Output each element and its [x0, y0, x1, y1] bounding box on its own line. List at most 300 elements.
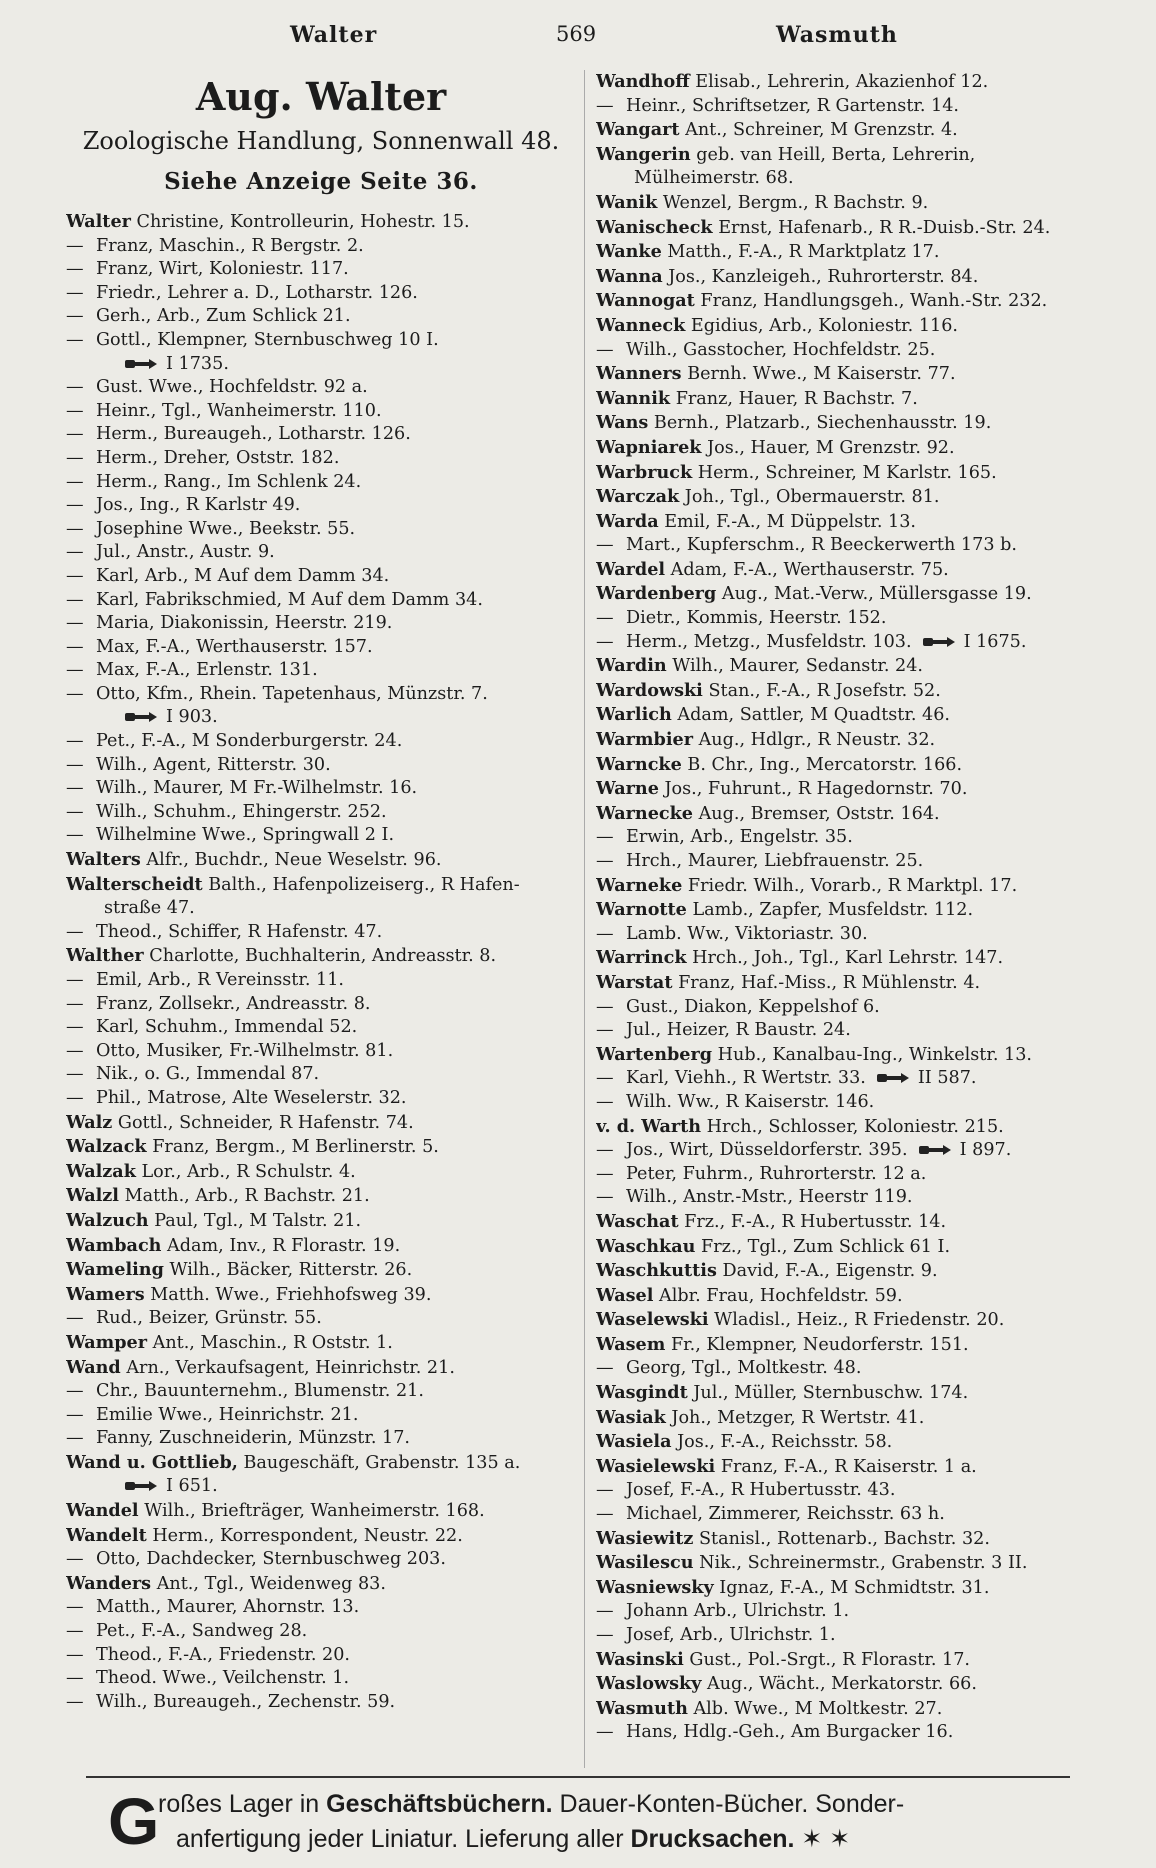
entry-details: Theod., F.-A., Friedenstr. 20.: [96, 1644, 350, 1665]
footer-initial: G: [108, 1784, 160, 1858]
header-left-name: Walter: [290, 22, 378, 48]
directory-entry: [66, 329, 576, 353]
entry-surname: Warbruck: [596, 461, 693, 483]
directory-entry: [66, 1258, 576, 1283]
directory-entry: [66, 1524, 576, 1549]
entry-surname: Wanna: [596, 265, 663, 287]
repeat-dash: —: [596, 1358, 614, 1379]
directory-entry: [596, 1648, 1116, 1673]
directory-entry: [596, 362, 1116, 387]
entry-details: Jos., Fuhrunt., R Hagedornstr. 70.: [664, 779, 968, 800]
entry-details: Jos., Kanzleigeh., Ruhrorterstr. 84.: [668, 266, 979, 287]
directory-entry: [596, 1357, 1116, 1381]
directory-entry: [596, 485, 1116, 510]
entry-details: Christine, Kontrolleurin, Hohestr. 15.: [136, 212, 470, 232]
entry-details: Rud., Beizer, Grünstr. 55.: [96, 1308, 322, 1329]
entry-details: Franz, F.-A., R Kaiserstr. 1 a.: [720, 1456, 977, 1477]
directory-entry: [596, 240, 1116, 265]
entry-details: Albr. Frau, Hochfeldstr. 59.: [659, 1285, 903, 1306]
entry-details: Chr., Bauunternehm., Blumenstr. 21.: [96, 1381, 424, 1402]
entry-details: Herm., Korrespondent, Neustr. 22.: [152, 1525, 463, 1546]
entry-details: Franz, Haf.-Miss., R Mühlenstr. 4.: [678, 972, 981, 993]
entry-surname: Waselewski: [596, 1309, 709, 1331]
left-entry-list: [66, 210, 576, 1714]
directory-entry: [66, 353, 576, 377]
entry-details: Alfr., Buchdr., Neue Weselstr. 96.: [146, 850, 442, 871]
phone-number: I 903.: [166, 707, 218, 728]
directory-entry: [66, 1307, 576, 1331]
entry-surname: Warnotte: [596, 899, 687, 921]
directory-entry: [596, 436, 1116, 461]
entry-surname: Wardowski: [596, 679, 703, 701]
directory-entry: [66, 777, 576, 801]
directory-entry: [66, 993, 576, 1017]
entry-details: Matth., Maurer, Ahornstr. 13.: [96, 1597, 360, 1618]
entry-details: Karl, Schuhm., Immendal 52.: [96, 1017, 358, 1038]
entry-details: Adam, Inv., R Florastr. 19.: [167, 1235, 401, 1256]
directory-entry: [66, 565, 576, 589]
entry-details: Paul, Tgl., M Talstr. 21.: [154, 1210, 362, 1231]
repeat-dash: —: [66, 1549, 84, 1570]
entry-details: Herm., Schreiner, M Karlstr. 165.: [697, 462, 997, 483]
footer-line-1-b: Geschäftsbüchern.: [326, 1790, 553, 1818]
directory-entry: [596, 1043, 1116, 1068]
entry-surname: Waschat: [596, 1210, 679, 1232]
directory-entry: [596, 1163, 1116, 1187]
repeat-dash: —: [596, 923, 614, 944]
entry-details: Wilh. Ww., R Kaiserstr. 146.: [626, 1091, 875, 1112]
repeat-dash: —: [66, 921, 84, 942]
directory-entry: [66, 801, 576, 825]
directory-entry: [596, 1551, 1116, 1576]
entry-details: Hans, Hdlg.-Geh., Am Burgacker 16.: [626, 1722, 954, 1743]
directory-entry: [596, 1067, 1116, 1091]
directory-entry: [66, 1667, 576, 1691]
entry-details: Pet., F.-A., M Sonderburgerstr. 24.: [96, 731, 403, 752]
entry-surname: Wanke: [596, 241, 662, 263]
entry-details: Franz, Hauer, R Bachstr. 7.: [675, 388, 918, 409]
entry-surname: Wandel: [66, 1500, 139, 1522]
entry-details: Fanny, Zuschneiderin, Münzstr. 17.: [96, 1428, 411, 1449]
entry-surname: Warrinck: [596, 947, 687, 969]
directory-entry: [66, 1548, 576, 1572]
entry-details: Karl, Arb., M Auf dem Damm 34.: [96, 565, 390, 586]
directory-entry: [66, 1135, 576, 1160]
directory-entry: [596, 387, 1116, 412]
entry-details: Maria, Diakonissin, Heerstr. 219.: [96, 613, 393, 634]
repeat-dash: —: [66, 778, 84, 799]
repeat-dash: —: [66, 424, 84, 445]
entry-details: Wladisl., Heiz., R Friedenstr. 20.: [714, 1310, 1005, 1331]
entry-details: Lamb., Zapfer, Musfeldstr. 112.: [692, 900, 974, 921]
entry-details: straße 47.: [104, 898, 195, 919]
directory-entry: [596, 898, 1116, 923]
directory-entry: [66, 1283, 576, 1308]
entry-details: Jul., Müller, Sternbuschw. 174.: [693, 1383, 969, 1404]
directory-entry: [66, 282, 576, 306]
directory-entry: [596, 1115, 1116, 1140]
entry-details: Gust., Pol.-Srgt., R Florastr. 17.: [689, 1649, 971, 1670]
entry-details: Lor., Arb., R Schulstr. 4.: [141, 1161, 356, 1182]
entry-details: Jul., Anstr., Austr. 9.: [96, 542, 275, 563]
ad-title: Aug. Walter: [195, 74, 447, 119]
entry-details: Wilh., Agent, Ritterstr. 30.: [96, 754, 331, 775]
entry-details: Ant., Schreiner, M Grenzstr. 4.: [685, 120, 958, 141]
entry-surname: Walz: [66, 1111, 113, 1133]
repeat-dash: —: [596, 1091, 614, 1112]
directory-entry: [66, 1620, 576, 1644]
entry-details: Herm., Metzg., Musfeldstr. 103.: [626, 631, 912, 652]
telephone-hand-icon: [124, 358, 158, 370]
entry-surname: Warncke: [596, 753, 682, 775]
repeat-dash: —: [596, 1068, 614, 1089]
entry-surname: Wandhoff: [596, 71, 690, 92]
directory-entry: [596, 1672, 1116, 1697]
directory-entry: [596, 534, 1116, 558]
directory-entry: [66, 969, 576, 993]
repeat-dash: —: [596, 535, 614, 556]
directory-entry: [66, 848, 576, 873]
directory-entry: [596, 143, 1116, 168]
footer-advert: [96, 1784, 1076, 1858]
repeat-dash: —: [66, 259, 84, 280]
directory-entry: [596, 70, 1116, 95]
entry-details: Franz, Handlungsgeh., Wanh.-Str. 232.: [700, 291, 1048, 312]
entry-surname: Warstat: [596, 971, 673, 993]
directory-entry: [66, 494, 576, 518]
directory-entry: [596, 1235, 1116, 1260]
repeat-dash: —: [66, 542, 84, 563]
directory-entry: [66, 258, 576, 282]
entry-details: Wenzel, Bergm., R Bachstr. 9.: [662, 192, 929, 213]
right-column: [596, 70, 1116, 1745]
entry-surname: Wamper: [66, 1331, 148, 1353]
entry-details: Jos., Ing., R Karlstr 49.: [96, 495, 301, 516]
repeat-dash: —: [66, 329, 84, 350]
repeat-dash: —: [596, 1480, 614, 1501]
repeat-dash: —: [66, 1428, 84, 1449]
entry-surname: Wasiela: [596, 1431, 672, 1453]
entry-surname: Wanneck: [596, 314, 686, 336]
directory-entry: [596, 1019, 1116, 1043]
entry-surname: Walzuch: [66, 1209, 149, 1231]
entry-surname: Wans: [596, 412, 649, 434]
repeat-dash: —: [66, 970, 84, 990]
directory-entry: [66, 1063, 576, 1087]
directory-entry: [596, 1210, 1116, 1235]
repeat-dash: —: [66, 613, 84, 634]
entry-details: Gottl., Klempner, Sternbuschweg 10 I.: [96, 329, 439, 350]
directory-entry: [596, 1186, 1116, 1210]
directory-entry: [596, 923, 1116, 947]
entry-details: Gottl., Schneider, R Hafenstr. 74.: [117, 1112, 414, 1133]
repeat-dash: —: [66, 589, 84, 610]
directory-entry: [596, 1479, 1116, 1503]
directory-entry: [66, 897, 576, 921]
header-right-name: Wasmuth: [776, 22, 898, 48]
entry-details: Karl, Fabrikschmied, M Auf dem Damm 34.: [96, 589, 483, 610]
entry-details: Friedr. Wilh., Vorarb., R Marktpl. 17.: [687, 875, 1018, 896]
entry-surname: Wasmuth: [596, 1697, 688, 1719]
entry-details: Wilh., Maurer, Sedanstr. 24.: [672, 656, 924, 677]
entry-details: Theod. Wwe., Veilchenstr. 1.: [96, 1668, 350, 1689]
directory-entry: [66, 1356, 576, 1381]
entry-surname: Wannik: [596, 387, 671, 409]
entry-surname: Warneke: [596, 874, 683, 896]
entry-surname: Wasiewitz: [596, 1527, 694, 1549]
entry-details: Josef, F.-A., R Hubertusstr. 43.: [626, 1480, 896, 1501]
directory-entry: [66, 612, 576, 636]
entry-details: Lamb. Ww., Viktoriastr. 30.: [626, 923, 868, 944]
directory-entry: [596, 850, 1116, 874]
entry-surname: Wanik: [596, 191, 658, 213]
directory-entry: [66, 873, 576, 898]
entry-details: B. Chr., Ing., Mercatorstr. 166.: [687, 754, 963, 775]
entry-details: Bernh., Platzarb., Siechenhausstr. 19.: [653, 413, 992, 434]
directory-entry: [596, 191, 1116, 216]
directory-entry: [66, 1475, 576, 1499]
directory-entry: [596, 461, 1116, 486]
entry-details: Wilh., Anstr.-Mstr., Heerstr 119.: [626, 1187, 913, 1208]
entry-details: Theod., Schiffer, R Hafenstr. 47.: [96, 921, 383, 942]
repeat-dash: —: [596, 1601, 614, 1622]
entry-details: Gerh., Arb., Zum Schlick 21.: [96, 306, 351, 327]
repeat-dash: —: [66, 471, 84, 492]
repeat-dash: —: [596, 1163, 614, 1184]
repeat-dash: —: [66, 825, 84, 846]
entry-details: Franz, Maschin., R Bergstr. 2.: [96, 235, 364, 256]
entry-surname: Waslowsky: [596, 1673, 702, 1695]
entry-details: Wilh., Maurer, M Fr.-Wilhelmstr. 16.: [96, 778, 418, 799]
entry-surname: Wasilescu: [596, 1552, 694, 1574]
repeat-dash: —: [596, 608, 614, 629]
directory-entry: [596, 314, 1116, 339]
entry-details: Phil., Matrose, Alte Weselerstr. 32.: [96, 1087, 407, 1108]
directory-entry: [66, 921, 576, 945]
entry-details: Bernh. Wwe., M Kaiserstr. 77.: [687, 364, 956, 385]
repeat-dash: —: [66, 801, 84, 822]
entry-details: Herm., Bureaugeh., Lotharstr. 126.: [96, 424, 411, 445]
entry-details: Nik., Schreinermstr., Grabenstr. 3 II.: [699, 1553, 1028, 1574]
entry-details: Peter, Fuhrm., Ruhrorterstr. 12 a.: [626, 1163, 927, 1184]
entry-surname: Warmbier: [596, 729, 693, 751]
entry-details: Emil, F.-A., M Düppelstr. 13.: [664, 511, 917, 532]
directory-entry: [66, 1184, 576, 1209]
directory-entry: [66, 706, 576, 730]
repeat-dash: —: [66, 565, 84, 586]
entry-details: Pet., F.-A., Sandweg 28.: [96, 1621, 308, 1642]
entry-surname: Warnecke: [596, 802, 693, 824]
directory-entry: [596, 1721, 1116, 1745]
entry-details: Arn., Verkaufsagent, Heinrichstr. 21.: [126, 1357, 455, 1378]
directory-entry: [66, 210, 576, 235]
repeat-dash: —: [596, 1187, 614, 1208]
directory-entry: [596, 1697, 1116, 1722]
entry-surname: Warczak: [596, 486, 680, 508]
directory-entry: [66, 1404, 576, 1428]
phone-number: I 651.: [166, 1476, 218, 1497]
entry-details: Ernst, Hafenarb., R R.-Duisb.-Str. 24.: [718, 217, 1051, 238]
directory-entry: [66, 1572, 576, 1597]
directory-entry: [66, 944, 576, 969]
right-entry-list: [596, 70, 1116, 1745]
repeat-dash: —: [66, 1597, 84, 1618]
directory-entry: [66, 754, 576, 778]
entry-surname: Wanischeck: [596, 216, 713, 238]
phone-number: II 587.: [917, 1068, 977, 1089]
entry-details: Nik., o. G., Immendal 87.: [96, 1064, 320, 1085]
entry-surname: Wardin: [596, 655, 667, 677]
footer-line-1-a: roßes Lager in: [158, 1790, 327, 1818]
repeat-dash: —: [596, 827, 614, 848]
entry-details: Georg, Tgl., Moltkestr. 48.: [626, 1358, 862, 1379]
entry-details: Jul., Heizer, R Baustr. 24.: [626, 1020, 851, 1041]
entry-details: Wilh., Bureaugeh., Zechenstr. 59.: [96, 1691, 396, 1712]
entry-details: Heinr., Schriftsetzer, R Gartenstr. 14.: [626, 95, 960, 116]
repeat-dash: —: [66, 377, 84, 398]
entry-details: Adam, Sattler, M Quadtstr. 46.: [677, 705, 951, 726]
entry-surname: Warlich: [596, 704, 672, 726]
phone-number: I 897.: [959, 1140, 1012, 1161]
repeat-dash: —: [66, 235, 84, 256]
entry-details: Jos., F.-A., Reichsstr. 58.: [677, 1432, 893, 1453]
directory-entry: [66, 1427, 576, 1451]
entry-surname: Wasiak: [596, 1406, 666, 1428]
entry-details: Otto, Musiker, Fr.-Wilhelmstr. 81.: [96, 1040, 394, 1061]
repeat-dash: —: [66, 495, 84, 516]
directory-entry: [596, 1308, 1116, 1333]
directory-entry: [66, 1644, 576, 1668]
entry-details: Frz., F.-A., R Hubertusstr. 14.: [684, 1211, 947, 1232]
telephone-hand-icon: [922, 636, 956, 648]
entry-surname: Waschkuttis: [596, 1260, 717, 1282]
entry-details: David, F.-A., Eigenstr. 9.: [722, 1261, 938, 1282]
entry-details: Matth., F.-A., R Marktplatz 17.: [667, 242, 940, 263]
entry-details: Gust., Diakon, Keppelshof 6.: [626, 996, 880, 1017]
repeat-dash: —: [66, 1064, 84, 1085]
entry-details: Joh., Metzger, R Wertstr. 41.: [671, 1407, 925, 1428]
entry-surname: Wasielewski: [596, 1455, 716, 1477]
directory-entry: [66, 1087, 576, 1111]
entry-details: Wilhelmine Wwe., Springwall 2 I.: [96, 825, 395, 846]
phone-number: I 1735.: [166, 353, 229, 374]
directory-entry: [596, 1259, 1116, 1284]
entry-details: Franz, Wirt, Koloniestr. 117.: [96, 259, 349, 280]
entry-details: Matth., Arb., R Bachstr. 21.: [124, 1186, 370, 1207]
directory-entry: [596, 95, 1116, 119]
repeat-dash: —: [66, 306, 84, 327]
repeat-dash: —: [66, 1087, 84, 1108]
entry-surname: Wasel: [596, 1284, 654, 1306]
entry-surname: Walzack: [66, 1136, 147, 1158]
entry-surname: Wambach: [66, 1234, 162, 1256]
repeat-dash: —: [66, 447, 84, 468]
entry-surname: Wardel: [596, 558, 666, 580]
repeat-dash: —: [596, 1722, 614, 1743]
directory-entry: [66, 730, 576, 754]
directory-entry: [596, 582, 1116, 607]
footer-line-1: [158, 1790, 904, 1819]
repeat-dash: —: [66, 754, 84, 775]
repeat-dash: —: [596, 1504, 614, 1525]
directory-entry: [596, 411, 1116, 436]
entry-details: Friedr., Lehrer a. D., Lotharstr. 126.: [96, 282, 418, 303]
entry-surname: Wanners: [596, 363, 682, 385]
directory-entry: [596, 167, 1116, 191]
directory-entry: [66, 235, 576, 259]
directory-entry: [66, 518, 576, 542]
repeat-dash: —: [66, 1381, 84, 1402]
repeat-dash: —: [66, 282, 84, 303]
entry-surname: Walzak: [66, 1160, 136, 1182]
directory-entry: [596, 289, 1116, 314]
entry-details: Erwin, Arb., Engelstr. 35.: [626, 827, 853, 848]
directory-entry: [596, 1600, 1116, 1624]
entry-details: Emil, Arb., R Vereinsstr. 11.: [96, 970, 345, 990]
entry-details: Ant., Maschin., R Oststr. 1.: [152, 1332, 393, 1353]
telephone-hand-icon: [124, 711, 158, 723]
entry-surname: Wapniarek: [596, 436, 702, 458]
directory-entry: [596, 971, 1116, 996]
entry-surname: Wandelt: [66, 1524, 147, 1546]
directory-entry: [596, 1455, 1116, 1480]
page-header: [0, 22, 1156, 58]
repeat-dash: —: [596, 95, 614, 116]
repeat-dash: —: [66, 400, 84, 421]
directory-entry: [66, 824, 576, 848]
entry-details: Charlotte, Buchhalterin, Andreasstr. 8.: [149, 946, 497, 967]
telephone-hand-icon: [124, 1480, 158, 1492]
entry-surname: Wamers: [66, 1283, 145, 1305]
entry-details: Aug., Hdlgr., R Neustr. 32.: [698, 730, 936, 751]
entry-details: Stanisl., Rottenarb., Bachstr. 32.: [698, 1528, 990, 1549]
repeat-dash: —: [66, 1691, 84, 1712]
directory-entry: [66, 659, 576, 683]
footer-line-1-c: Dauer-Konten-Bücher. Sonder-: [552, 1790, 905, 1818]
repeat-dash: —: [596, 1020, 614, 1041]
entry-details: Heinr., Tgl., Wanheimerstr. 110.: [96, 400, 382, 421]
entry-surname: Wasinski: [596, 1648, 684, 1670]
directory-entry: [596, 339, 1116, 363]
directory-entry: [66, 1331, 576, 1356]
repeat-dash: —: [596, 1625, 614, 1645]
entry-surname: Warda: [596, 510, 659, 532]
repeat-dash: —: [66, 1308, 84, 1329]
directory-entry: [596, 1139, 1116, 1163]
repeat-dash: —: [596, 339, 614, 360]
repeat-dash: —: [66, 683, 84, 704]
entry-details: Aug., Wächt., Merkatorstr. 66.: [707, 1674, 977, 1695]
entry-details: Dietr., Kommis, Heerstr. 152.: [626, 608, 887, 629]
entry-details: Hrch., Joh., Tgl., Karl Lehrstr. 147.: [692, 948, 1004, 969]
repeat-dash: —: [66, 1668, 84, 1689]
entry-details: Matth. Wwe., Friehhofsweg 39.: [150, 1284, 432, 1305]
directory-entry: [66, 1111, 576, 1136]
directory-entry: [596, 753, 1116, 778]
directory-entry: [596, 1284, 1116, 1309]
entry-details: Ant., Tgl., Weidenweg 83.: [156, 1573, 386, 1594]
repeat-dash: —: [66, 636, 84, 657]
entry-details: Adam, F.-A., Werthauserstr. 75.: [670, 559, 949, 580]
entry-surname: v. d. Warth: [596, 1115, 702, 1137]
repeat-dash: —: [66, 1404, 84, 1425]
footer-stars: ✶ ✶: [801, 1825, 851, 1853]
directory-entry: [596, 1503, 1116, 1527]
entry-surname: Wand u. Gottlieb,: [66, 1451, 238, 1473]
directory-entry: [596, 826, 1116, 850]
repeat-dash: —: [596, 851, 614, 871]
entry-details: Baugeschäft, Grabenstr. 135 a.: [243, 1452, 521, 1473]
